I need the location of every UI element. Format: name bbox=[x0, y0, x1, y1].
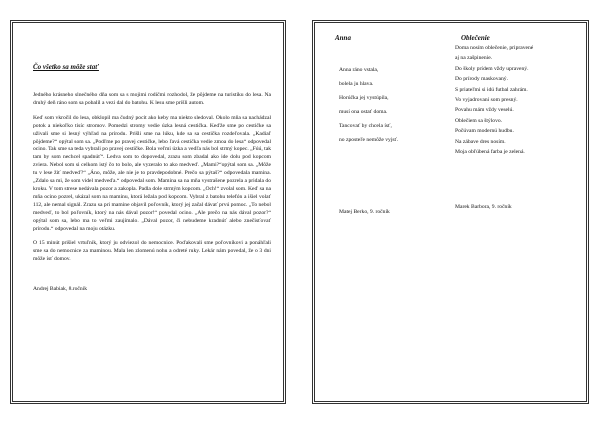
story-paragraph-2: Keď som vkročil do lesa, obklopil ma čudný pocit ako keby ma niekto sledoval. Okolo mňa sa nachádzal potok a niekoľko tisíc stromov. Pomedzi stromy vedie úzka lesná cestička. Keďže sme po cestičke sa uživali sme si lesný výhľad na prírodu. Prišli sme na lúku, kde sa sa cestička rozdeľovala. „Kadiaľ pôjdeme?“ opýtal som sa. „Podľme po pravej cestičke, lebo ľavá cestička vedie zmoa do lesa“ odpovedal ocino. Tak sme sa teda vybrali po pravej cestičke. Bola veľmi úzka a vedľa nás bol strmý kopec. „Fúú, tak tam by som nechcel spadnúť“. Ledva som to dopovedal, zrazu som zbadal ako ide dolu pod kopcom zviera. Nebol som si celkom istý čo to bolo, ale vyzeralo to ako medveď. „Mami?“opýtal som sa. „Môže tu v lese žiť medveď?“ „Áno, môže, ale nie je to pravdepodobné. Prečo sa pýtaš?“ odpovedala mamina. „Zdalo sa mi, že som videl medveďa.“ odpovedal som. Mamina sa na mňa vystrašene pozrela a pridala do kroku. V tom strese nedávala pozor a zakopla. Padla dole strmým kopcom. „Och!“ zvolal som. Keď sa na mňa ocino pozrel, ukázal som na maminu, ktorá ležala pod kopcom. Vybral z batohu telefón a išiel volať 112, ale nemal signál. Zrazu sa pri mamine objavil poľovník, ktorý jej začal dávať prvú pomoc. „To nebol medveď, to bol poľovník, ktorý na nás dával pozor!“ povedal ocino. „Ale prečo na nás dával pozor?“ opýtal som sa, lebo ma to veľmi zaujímalo. „Dával pozor, či nebudeme kradnúť alebo znečisťovať prírodu.“ odpovedal na moju otázku. bbox=[33, 114, 271, 232]
poem-anna bbox=[335, 33, 459, 147]
poem-oblecenie-lines bbox=[455, 43, 570, 157]
story-title: Čo všetko sa môže stať bbox=[33, 63, 99, 71]
story-paragraph-3: O 15 minút prišiel vrtuľník, ktorý ju odviezol do nemocnice. Poďakovali sme poľovníkovi a ponáhľali sme sa do nemocnice za maminou. Mala len zlomenú nohu a odreté ruky. Lekár nám povedal, že o 3 dni môže ísť domov. bbox=[33, 240, 271, 263]
poem-anna-title: Anna bbox=[335, 34, 351, 42]
poem-line: Do školy prídem vždy upravený. bbox=[455, 65, 529, 72]
poem-line: Anna ráno vstala, bbox=[339, 67, 379, 73]
poem-line: S priateľmi si idú futbal zahrám. bbox=[455, 86, 528, 93]
poem-line: Tancovať by chcela ísť, bbox=[339, 123, 392, 129]
poem-line: Vo vyjadrovaní som presný. bbox=[455, 97, 518, 104]
poem-line: Do prírody maskovaný. bbox=[455, 76, 508, 83]
story-signature: Andrej Babiak, 8.ročník bbox=[33, 286, 88, 293]
poem-line: Počúvam modernú hudbu. bbox=[455, 128, 514, 135]
story-text bbox=[33, 63, 271, 294]
poem-anna-author: Matej Berko, 9. ročník bbox=[339, 209, 390, 215]
left-page bbox=[10, 20, 286, 404]
poem-oblecenie-title: Oblečenie bbox=[461, 34, 490, 42]
story-paragraph-1: Jedného krásneho slnečného dňa som sa s mojimi rodičmi rozhodol, že pôjdeme na turistiku do lesa. Na druhý deň ráno som sa pobalil a vezi dal do batohu. K lesu sme prišli autom. bbox=[33, 92, 271, 106]
poem-line: Doma nosím oblečenie, pripravené bbox=[455, 45, 534, 51]
right-page bbox=[312, 20, 589, 404]
poem-line: Horúčka jej vystúpila, bbox=[339, 95, 389, 101]
poem-anna-lines bbox=[339, 63, 459, 147]
poem-oblecenie-author: Marek Barbora, 9. ročník bbox=[455, 204, 512, 210]
poem-line: Na zábave dres nosím. bbox=[455, 138, 506, 145]
poem-line: Oblečiem sa štýlovo. bbox=[455, 117, 503, 124]
poem-line: aj na zašpinenie. bbox=[455, 55, 493, 62]
poem-line: Povahu mám vždy veselú. bbox=[455, 107, 514, 114]
poem-line: no zposteľe nemôže vyjsť. bbox=[339, 137, 399, 143]
poem-line: Moja obľúbená farba je zelená. bbox=[455, 149, 525, 156]
poem-oblecenie bbox=[455, 33, 570, 157]
poem-line: bolela ju hlava. bbox=[339, 81, 374, 87]
poem-line: musí ona ostať doma. bbox=[339, 109, 388, 115]
